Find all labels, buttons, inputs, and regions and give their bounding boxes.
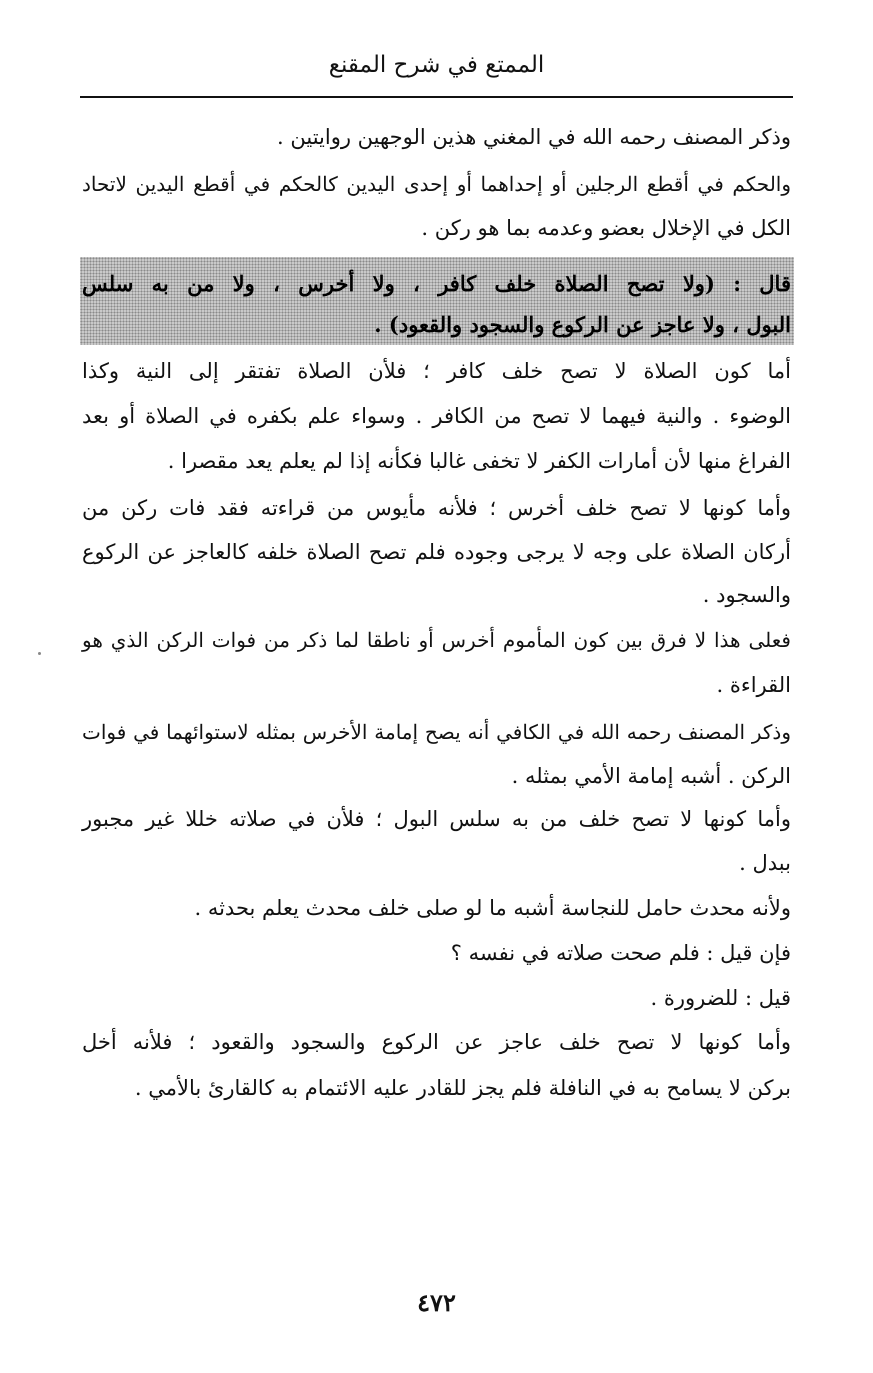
scan-speck (38, 652, 41, 655)
text-line: الكل في الإخلال بعضو وعدمه بما هو ركن . (421, 216, 791, 240)
text-line: بركن لا يسامح به في النافلة فلم يجز للقادر عليه الائتمام به كالقارئ بالأمي . (134, 1076, 791, 1100)
text-line: وأما كونها لا تصح خلف عاجز عن الركوع والسجود والقعود ؛ فلأنه أخل (82, 1030, 791, 1054)
text-line: الركن . أشبه إمامة الأمي بمثله . (511, 764, 791, 788)
page-number: ٤٧٢ (417, 1288, 456, 1317)
text-line: فعلى هذا لا فرق بين كون المأموم أخرس أو ناطقا لما ذكر من فوات الركن الذي هو (82, 628, 791, 652)
text-line: وأما كونها لا تصح خلف أخرس ؛ فلأنه مأيوس من قراءته فقد فات ركن من (82, 496, 791, 520)
text-line: أركان الصلاة على وجه لا يرجى وجوده فلم تصح الصلاة خلفه كالعاجز عن الركوع (82, 540, 791, 564)
text-line: القراءة . (716, 673, 791, 697)
header-rule (80, 96, 793, 98)
text-line: الوضوء . والنية فيهما لا تصح من الكافر . وسواء علم بكفره في الصلاة أو بعد (82, 404, 791, 428)
quoted-text-line: البول ، ولا عاجز عن الركوع والسجود والقعود) . (374, 312, 791, 337)
text-line: والسجود . (702, 583, 791, 607)
text-line: فإن قيل : فلم صحت صلاته في نفسه ؟ (450, 941, 791, 965)
text-line: وأما كونها لا تصح خلف من به سلس البول ؛ فلأن في صلاته خللا غير مجبور (82, 807, 791, 831)
text-line: قيل : للضرورة . (650, 986, 791, 1010)
text-line: أما كون الصلاة لا تصح خلف كافر ؛ فلأن الصلاة تفتقر إلى النية وكذا (82, 359, 791, 383)
text-line: وذكر المصنف رحمه الله في المغني هذين الوجهين روايتين . (277, 125, 791, 149)
running-header-title: الممتع في شرح المقنع (328, 52, 545, 78)
text-line: الفراغ منها لأن أمارات الكفر لا تخفى غالبا فكأنه إذا لم يعلم يعد مقصرا . (167, 449, 791, 473)
quoted-text-line: قال : (ولا تصح الصلاة خلف كافر ، ولا أخرس ، ولا من به سلس (82, 271, 791, 296)
text-line: ولأنه محدث حامل للنجاسة أشبه ما لو صلى خلف محدث يعلم بحدثه . (194, 896, 791, 920)
text-line: وذكر المصنف رحمه الله في الكافي أنه يصح إمامة الأخرس بمثله لاستوائهما في فوات (82, 720, 791, 744)
text-line: والحكم في أقطع الرجلين أو إحداهما أو إحدى اليدين كالحكم في أقطع اليدين لاتحاد (82, 172, 791, 196)
text-line: ببدل . (739, 851, 791, 875)
